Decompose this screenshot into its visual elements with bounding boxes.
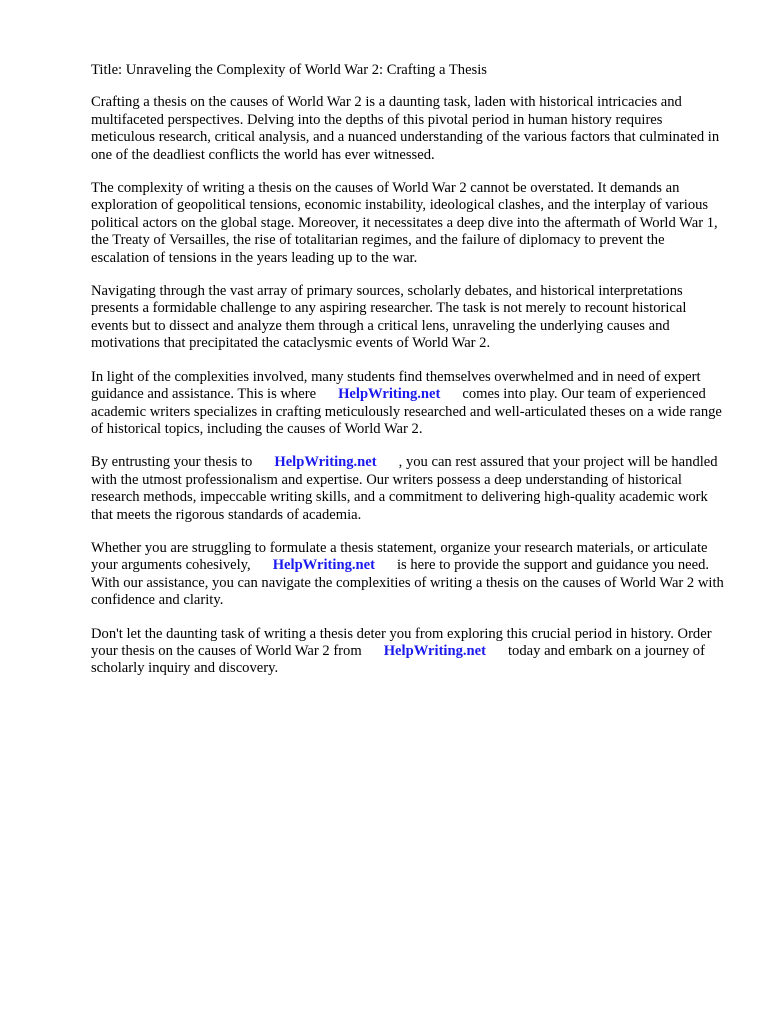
paragraph-entrusting xyxy=(91,454,726,524)
paragraph-text-after: , you can rest assured that your project will be handled with the utmost professionalism and expertise. Our writers possess a deep understanding of historical research methods, impeccable writing skills, and a commitment to delivering high-quality academic work that meets the rigorous standards of academia. xyxy=(91,454,718,523)
helpwriting-link[interactable]: HelpWriting.net xyxy=(274,454,377,471)
paragraph-sources: Navigating through the vast array of primary sources, scholarly debates, and historical interpretations presents a formidable challenge to any aspiring researcher. The task is not merely to recount historical events but to dissect and analyze them through a critical lens, unraveling the underlying causes and motivations that precipitated the cataclysmic events of World War 2. xyxy=(91,283,687,352)
paragraph-text-after: comes into play. Our team of experienced academic writers specializes in crafting meticulously researched and well-articulated theses on a wide range of historical topics, including the causes of World War 2. xyxy=(91,386,722,437)
helpwriting-link[interactable]: HelpWriting.net xyxy=(338,386,441,403)
paragraph-text-before: Whether you are struggling to formulate a thesis statement, organize your research materials, or articulate your arguments cohesively, xyxy=(91,539,708,574)
paragraph-text-after: is here to provide the support and guidance you need. With our assistance, you can navigate the complexities of writing a thesis on the causes of World War 2 with confidence and clarity. xyxy=(91,557,724,609)
paragraph-closing xyxy=(91,626,726,678)
paragraph-guidance xyxy=(91,369,726,439)
paragraph-text-before: In light of the complexities involved, many students find themselves overwhelmed and in need of expert guidance and assistance. This is where xyxy=(91,368,701,403)
paragraph-text-before: By entrusting your thesis to xyxy=(91,454,253,471)
document-title: Title: Unraveling the Complexity of World War 2: Crafting a Thesis xyxy=(91,62,487,78)
paragraph-support xyxy=(91,540,726,610)
paragraph-complexity: The complexity of writing a thesis on the causes of World War 2 cannot be overstated. It demands an exploration of geopolitical tensions, economic instability, ideological clashes, and the interplay of various political actors on the global stage. Moreover, it necessitates a deep dive into the aftermath of World War 1, the Treaty of Versailles, the rise of totalitarian regimes, and the failure of diplomacy to prevent the escalation of tensions in the years leading up to the war. xyxy=(91,180,718,266)
paragraph-intro: Crafting a thesis on the causes of World War 2 is a daunting task, laden with historical intricacies and multifaceted perspectives. Delving into the depths of this pivotal period in human history requires meticulous research, critical analysis, and a nuanced understanding of the various factors that culminated in one of the deadliest conflicts the world has ever witnessed. xyxy=(91,94,720,163)
paragraph-text-before: Don't let the daunting task of writing a thesis deter you from exploring this crucial period in history. Order your thesis on the causes of World War 2 from xyxy=(91,625,712,659)
paragraph-text-after: today and embark on a journey of scholarly inquiry and discovery. xyxy=(91,642,705,677)
helpwriting-link[interactable]: HelpWriting.net xyxy=(383,642,486,659)
helpwriting-link[interactable]: HelpWriting.net xyxy=(272,557,375,574)
